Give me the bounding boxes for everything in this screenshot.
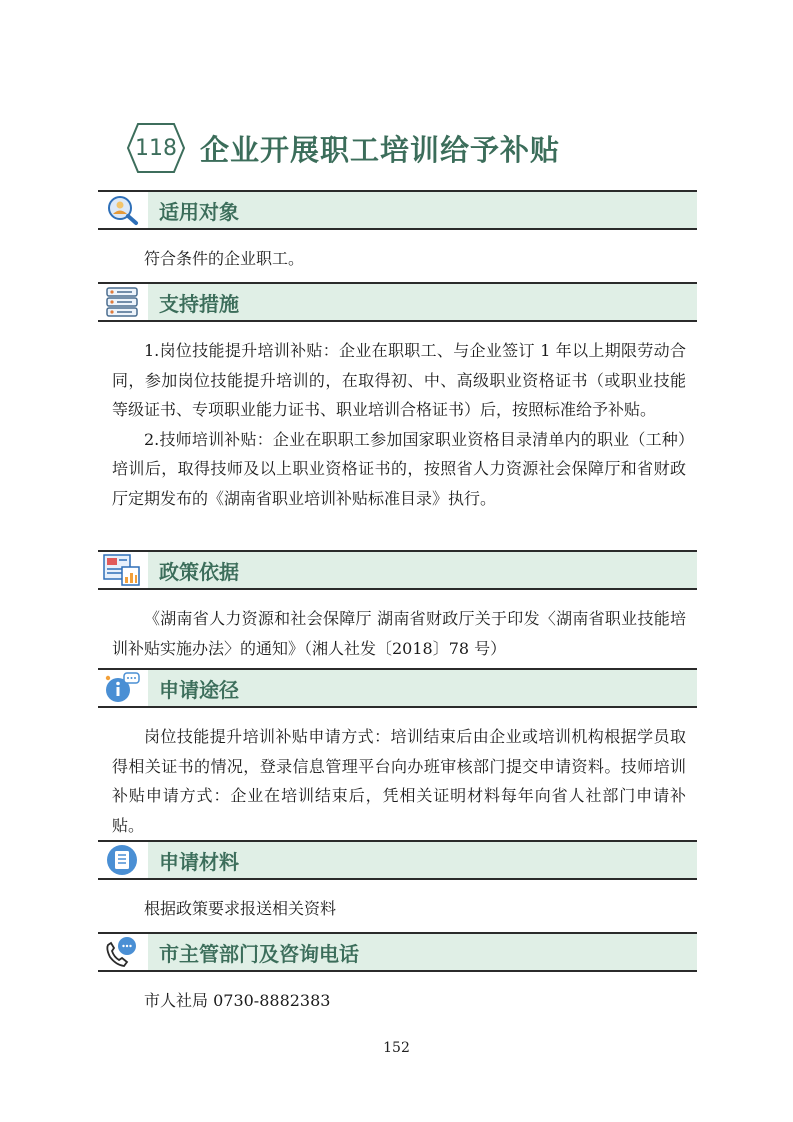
section-heading: 申请途径: [159, 677, 239, 702]
section-heading: 适用对象: [159, 199, 239, 224]
list-document-icon: [98, 842, 146, 878]
section-heading: 支持措施: [159, 291, 239, 316]
section-header-measures: [98, 282, 697, 322]
paragraph: 岗位技能提升培训补贴申请方式：培训结束后由企业或培训机构根据学员取得相关证书的情况，登录信息管理平台向办班审核部门提交申请资料。技师培训补贴申请方式：企业在培训结束后，凭相关证明材料每年向省人社部门申请补贴。: [112, 727, 686, 835]
info-chat-icon: [98, 670, 146, 706]
page-title-block: [126, 118, 560, 178]
section-heading: 申请材料: [159, 849, 239, 874]
section-body-contact: [112, 986, 686, 1016]
paragraph: 2.技师培训补贴：企业在职职工参加国家职业资格目录清单内的职业（工种）培训后，取得技师及以上职业资格证书的，按照省人力资源社会保障厅和省财政厅定期发布的《湖南省职业培训补贴标准目录》执行。: [112, 429, 686, 508]
section-heading: 市主管部门及咨询电话: [159, 941, 359, 966]
paragraph: 市人社局 0730-8882383: [144, 991, 331, 1010]
phone-chat-icon: [98, 934, 146, 970]
paragraph: 《湖南省人力资源和社会保障厅 湖南省财政厅关于印发〈湖南省职业技能培训补贴实施办法〉的通知》（湘人社发〔2018〕78 号）: [112, 609, 686, 658]
page-number: 152: [383, 1040, 410, 1056]
section-body-materials: [112, 894, 686, 924]
section-body-target: [112, 244, 686, 274]
section-header-channel: [98, 668, 697, 708]
item-number: 118: [135, 135, 177, 161]
section-header-materials: [98, 840, 697, 880]
section-header-basis: [98, 550, 697, 590]
paragraph: 1.岗位技能提升培训补贴：企业在职职工、与企业签订 1 年以上期限劳动合同，参加岗位技能提升培训的，在取得初、中、高级职业资格证书（或职业技能等级证书、专项职业能力证书、职业培训合格证书）后，按照标准给予补贴。: [112, 341, 686, 419]
item-number-badge: [126, 120, 186, 176]
section-body-measures: [112, 336, 686, 513]
paragraph: 符合条件的企业职工。: [144, 249, 305, 268]
document-chart-icon: [98, 552, 146, 588]
search-person-icon: [98, 192, 146, 228]
section-body-basis: [112, 604, 686, 663]
section-header-target: [98, 190, 697, 230]
page-title: 企业开展职工培训给予补贴: [200, 132, 561, 167]
paragraph: 根据政策要求报送相关资料: [144, 899, 337, 918]
section-body-channel: [112, 722, 686, 840]
section-heading: 政策依据: [159, 559, 239, 584]
server-list-icon: [98, 284, 146, 320]
section-header-contact: [98, 932, 697, 972]
